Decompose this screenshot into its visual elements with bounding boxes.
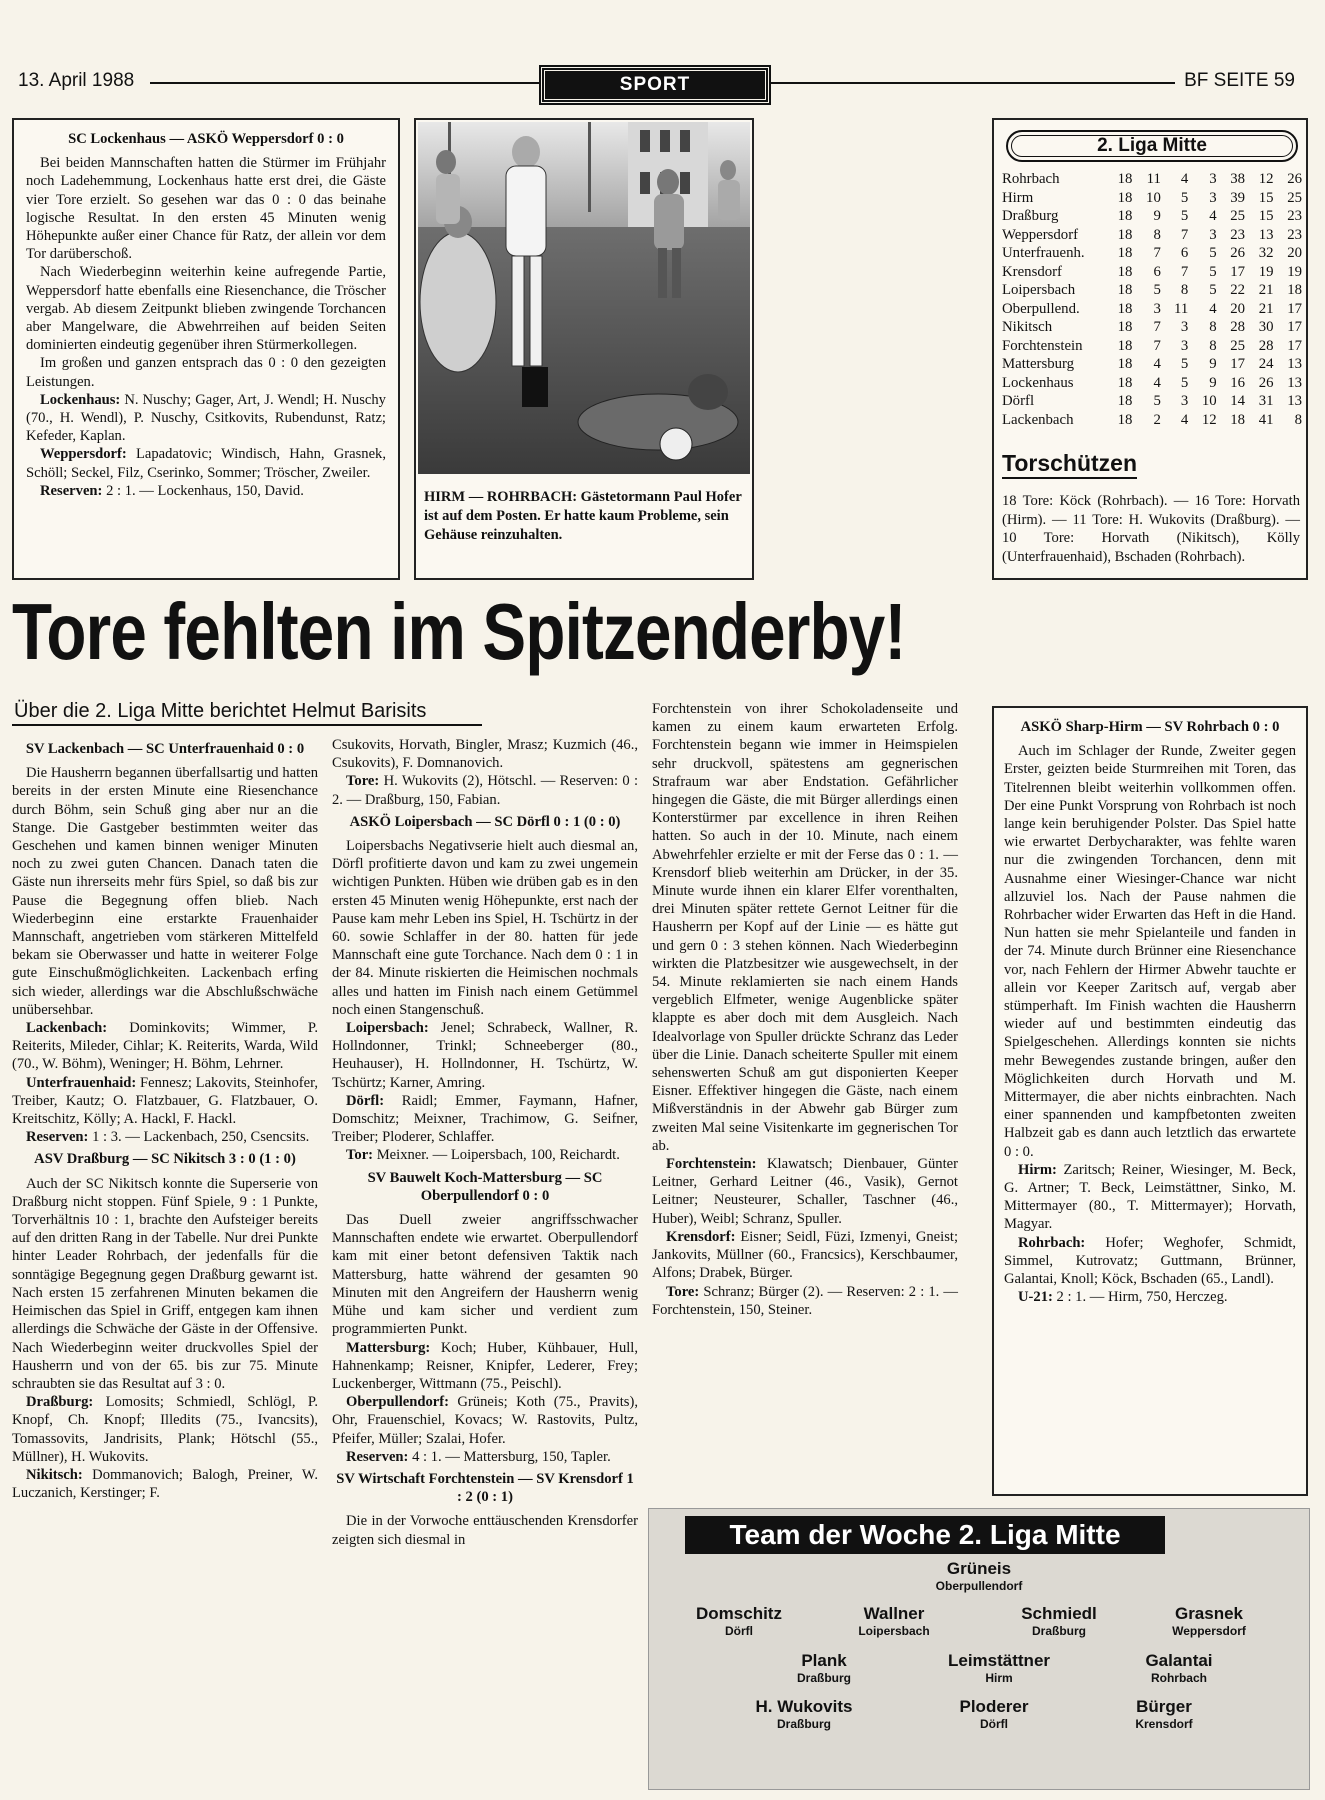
standings-cell: 25 [1230, 208, 1246, 224]
page-number: BF SEITE 59 [1184, 70, 1295, 91]
player-name: Galantai [1145, 1651, 1213, 1670]
standings-cell: 7 [1153, 337, 1161, 354]
lineup: Forchtenstein: Klawatsch; Dienbauer, Günter Leitner, Gerhard Leitner (46., Vasik), Gernot Leitner; Neusteurer, Schaller, Taschner (46., Huber), Weibl; Schranz, Spuller. [652, 1156, 958, 1227]
player-club: Hirm [985, 1671, 1013, 1685]
goals: Tore: Schranz; Bürger (2). — Reserven: 2 : 1. — Forchtenstein, 150, Steiner. [652, 1283, 958, 1318]
standings-cell: 7 [1153, 245, 1161, 261]
photo-box [414, 118, 754, 580]
standings-cell: 19 [1287, 263, 1302, 280]
team-name: Forchtenstein [1002, 337, 1083, 354]
match-title: SC Lockenhaus — ASKÖ Weppersdorf 0 : 0 [68, 131, 344, 147]
standings-cell: 20 [1287, 245, 1302, 261]
standings-cell: 9 [1153, 208, 1161, 224]
standings-cell: 22 [1230, 282, 1246, 298]
standings-cell: 18 [1117, 374, 1133, 391]
goals: Tore: H. Wukovits (2), Hötschl. — Reserven: 0 : 2. — Draßburg, 150, Fabian. [332, 773, 639, 808]
player-name: Plank [801, 1651, 847, 1670]
team-name: Weppersdorf [1002, 226, 1079, 243]
standings-cell: 9 [1209, 356, 1217, 372]
team-name: Draßburg [1002, 208, 1059, 224]
article-column-3 [652, 700, 958, 1319]
standings-cell: 18 [1117, 208, 1133, 224]
team-name: Dörfl [1002, 393, 1035, 409]
standings-cell: 18 [1117, 263, 1133, 280]
standings-cell: 15 [1258, 189, 1274, 206]
player-name: Ploderer [959, 1697, 1029, 1716]
standings-cell: 17 [1230, 263, 1246, 280]
standings-cell: 4 [1180, 411, 1189, 428]
standings-cell: 12 [1201, 411, 1217, 428]
reserves: Reserven: 2 : 1. — Lockenhaus, 150, David. [40, 482, 304, 499]
paragraph: Auch im Schlager der Runde, Zweiter gegen Erster, geizten beide Sturmreihen mit Toren, das Titelrennen bleibt weiterhin vollkommen offen. Der eine Punkt Vorsprung von Rohrbach ist noch lange kein beruhigender Polster. Das Spiel hatte wie erwartet Derbycharakter, was fehlte waren nur die zwingenden Torchancen, denn mit Ausnahme einer Wiesinger-Chance war nicht allzuviel los. Nach der Pause nahmen die Rohrbacher wider Erwarten das Heft in die Hand. Nun hatten sie mehr Spielanteile und fanden in der 74. Minute durch Brünner eine Riesenchance vor, nach Fehlern der Hirmer Abwehr tauchte er allein vor Keeper Zaritsch auf, vergab aber stümperhaft. Im Finish wachten die Hausherrn wieder auf und bestimmten eindeutig das Spielgeschehen. Allerdings konnten sie nichts mehr Bewegendes zustande bringen, außer den Möglichkeiten durch Horvath und M. Mittermayer, die aber nichts einbrachten. Nach einer spannenden und kampfbetonten zweiten Halbzeit gab es dann auch letztlich das erwartete 0 : 0. [1004, 743, 1296, 1160]
standings-cell: 18 [1117, 337, 1133, 354]
standings-cell: 28 [1258, 337, 1274, 354]
standings-row [1002, 411, 1302, 430]
lineup: Weppersdorf: Lapadatovic; Windisch, Hahn, Grasnek, Schöll; Seckel, Filz, Cserinko, Sommer; Tröscher, Zweiler. [26, 446, 386, 481]
standings-cell: 18 [1117, 300, 1133, 317]
player-name: Bürger [1136, 1697, 1192, 1716]
byline-rule [12, 724, 482, 726]
standings-cell: 20 [1230, 300, 1246, 317]
team-name: Krensdorf [1002, 263, 1062, 280]
standings-cell: 8 [1153, 226, 1161, 243]
standings-cell: 5 [1153, 393, 1161, 409]
player-club: Draßburg [1032, 1624, 1086, 1638]
team-title: Team der Woche 2. Liga Mitte [685, 1516, 1165, 1554]
standings-cell: 3 [1209, 226, 1217, 243]
paragraph: Forchtenstein von ihrer Schokoladenseite und kamen zu einem kaum erwarteten Erfolg. Forchtenstein begann wie immer in Heimspielen sehr druckvoll, spätestens am gegnerischen Strafraum war aber Endstation. Gefährlicher hingegen die Gäste, die mit Bürger allerdings einen Konterstürmer par excellence in ihren Reihen hatten. So auch in der 10. Minute, nach einem Abwehrfehler erzielte er mit der Ferse das 0 : 1. — Krensdorf blieb weiterhin am Drücker, in der 35. Minute wurde ihnen ein klarer Elfer vorenthalten, drei Minuten später rettete Gernot Leitner für die Hausherrn per Kopf auf der Linie — es hätte gut und gern 0 : 3 stehen können. Nach Wiederbeginn wirkten die Platzbesitzer wie ausgewechselt, in der 54. Minute reklamierten sie nach einem Hands vergeblich Elfmeter, wenige Augenblicke später klappte es aber doch mit dem Ausgleich. Nach Idealvorlage von Spuller drückte Schranz das Leder über die Linie. Danach scheiterte Spuller mit einem sehenswerten Schuß am gut disponierten Keeper Eisner. Effektiver hingegen die Gäste, nach einem Mißverständnis in der Abwehr gab Bürger zum zweiten Mal seine Visitenkarte im gegnerischen Tor ab. [652, 701, 958, 1154]
standings-cell: 7 [1180, 226, 1189, 243]
standings-cell: 6 [1153, 263, 1161, 280]
player-name: Schmiedl [1021, 1604, 1097, 1623]
paragraph: Bei beiden Mannschaften hatten die Stürmer im Frühjahr noch Ladehemmung, Lockenhaus hatte erst drei, die Gäste vier Tore erzielt. So gesehen war das 0 : 0 das beinahe logische Resultat. In den ersten 45 Minuten wenig Höhepunkte außer einer Chance für Ratz, der allein vor dem Tor darüberschoß. [26, 155, 386, 263]
lineup: Nikitsch: Dommanovich; Balogh, Preiner, W. Luczanich, Kerstinger; F. [12, 1466, 318, 1502]
team-name: Rohrbach [1002, 171, 1060, 187]
team-player [1074, 1697, 1254, 1731]
standings-cell: 23 [1230, 226, 1246, 243]
standings-cell: 3 [1180, 337, 1189, 354]
match-title: ASKÖ Sharp-Hirm — SV Rohrbach 0 : 0 [1020, 719, 1280, 735]
team-name: Hirm [1002, 189, 1034, 206]
standings-cell: 18 [1230, 411, 1246, 428]
team-name: Mattersburg [1002, 356, 1075, 372]
article-column-2 [332, 736, 638, 1549]
section-label: SPORT [541, 67, 769, 103]
match-report-hirm [992, 706, 1308, 1496]
standings-cell: 3 [1209, 171, 1217, 187]
player-name: Grasnek [1174, 1604, 1244, 1623]
match-title: ASV Draßburg — SC Nikitsch 3 : 0 (1 : 0) [34, 1151, 296, 1168]
byline: Über die 2. Liga Mitte berichtet Helmut Barisits [14, 700, 427, 722]
player-name: H. Wukovits [755, 1697, 853, 1716]
lineup: Lockenhaus: N. Nuschy; Gager, Art, J. Wendl; H. Nuschy (70., H. Wendl), P. Nuschy, Csitkovits, Rubendunst, Ratz; Kefeder, Kaplan. [26, 391, 386, 445]
standings-cell: 28 [1230, 319, 1246, 335]
match-title: SV Lackenbach — SC Unterfrauenhaid 0 : 0 [25, 741, 305, 757]
reserves: U-21: 2 : 1. — Hirm, 750, Herczeg. [1018, 1289, 1228, 1306]
scorers-title: Torschützen [1002, 450, 1137, 479]
paragraph: Das Duell zweier angriffsschwacher Mannschaften endete wie erwartet. Oberpullendorf kam mit einer betont defensiven Taktik nach Mattersburg, hatte während der gesamten 90 Minuten mit den Angreifern der Hausherrn wenig Mühe und kam sicher und verdient zum programmierten Punkt. [332, 1212, 638, 1338]
standings-row [1002, 281, 1302, 300]
standings-cell: 38 [1230, 171, 1246, 187]
standings-cell: 3 [1180, 319, 1189, 335]
player-club: Loipersbach [858, 1624, 930, 1638]
player-club: Rohrbach [1150, 1671, 1207, 1685]
lineup: Rohrbach: Hofer; Weghofer, Schmidt, Simmel, Kutrovatz; Guttmann, Brünner, Galantai, Knoll; Köck, Bschaden (65., Landl). [1004, 1234, 1297, 1288]
standings-cell: 2 [1153, 411, 1161, 428]
goals: Tor: Meixner. — Loipersbach, 100, Reichardt. [346, 1147, 620, 1164]
standings-cell: 17 [1287, 319, 1302, 335]
headline: Tore fehlten im Spitzenderby! [12, 587, 906, 676]
photo-caption: HIRM — ROHRBACH: Gästetormann Paul Hofer ist auf dem Posten. Er hatte kaum Probleme, sein Gehäuse reinzuhalten. [424, 489, 742, 543]
paragraph: Loipersbachs Negativserie hielt auch diesmal an, Dörfl profitierte davon und kam zu zwei ungemein wichtigen Punkten. Hüben wie drüben gab es in den ersten 45 Minuten wenig Höhepunkte, erst nach der Pause kam mehr Leben ins Spiel, H. Tschürtz in der 60. sowie Schlaffer in der 80. hatten für jede Mannschaft eine gute Torchance. Nach dem 0 : 1 in der 84. Minute riskierten die Heimischen nochmals alles und hatten im Finish nach einem Getümmel noch einen Stangenschuß. [332, 838, 638, 1018]
player-name: Leimstättner [947, 1651, 1051, 1670]
standings-cell: 14 [1230, 393, 1246, 409]
standings-cell: 30 [1258, 319, 1274, 335]
player-name: Domschitz [696, 1604, 782, 1623]
standings-cell: 5 [1209, 245, 1217, 261]
paragraph: Die Hausherrn begannen überfallsartig und hatten bereits in der ersten Minute eine Riesenchance durch Böhm, sein Schuß ging aber nur an die Stange. Die Gastgeber bestimmten weiter das Geschehen und kamen binnen weniger Minuten noch zu zwei guten Chancen. Danach taten die Gäste nun ihrerseits mehr fürs Spiel, so daß bis zur Pause die Begegnung offen blieb. Nach Wiederbeginn eine erstarkte Frauenhaider Mannschaft, angetrieben vom stärkeren Mittelfeld bekam sie Oberwasser und hatte in weiterer Folge gute Einschußmöglichkeiten. Lackenbach erfing sich wieder, allerdings war die Abschlußschwäche unübersehbar. [12, 765, 318, 1018]
paragraph: Im großen und ganzen entsprach das 0 : 0 den gezeigten Leistungen. [26, 355, 386, 390]
team-name: Nikitsch [1002, 319, 1053, 335]
standings-cell: 6 [1180, 245, 1189, 261]
standings-cell: 5 [1180, 374, 1189, 391]
team-player [649, 1604, 829, 1638]
standings-cell: 23 [1287, 208, 1302, 224]
standings-cell: 25 [1287, 189, 1302, 206]
match-photo [418, 122, 750, 474]
standings-cell: 21 [1258, 300, 1274, 317]
issue-date: 13. April 1988 [18, 70, 135, 91]
player-club: Draßburg [797, 1671, 851, 1685]
standings-cell: 13 [1287, 356, 1302, 372]
standings-row [1002, 300, 1302, 319]
standings-cell: 41 [1258, 411, 1274, 428]
standings-cell: 8 [1209, 337, 1217, 354]
team-player [909, 1651, 1089, 1685]
team-name: Unterfrauenh. [1002, 245, 1085, 261]
paragraph: Nach Wiederbeginn weiterhin keine aufregende Partie, Weppersdorf hatte ebenfalls eine Riesenchance, die Tröscher vergab. Ab diesem Zeitpunkt blieben zwingende Torchancen aber Mangelware, die Abwehrreihen auf beiden Seiten dominierten eindeutig gegenüber ihren Stürmerkollegen. [26, 264, 386, 354]
team-name: Lockenhaus [1002, 374, 1074, 391]
team-player [1119, 1604, 1299, 1638]
lineup: Oberpullendorf: Grüneis; Koth (75., Pravits), Ohr, Frauenschiel, Kovacs; W. Rastovits, Pultz, Pfeifer, Müller; Szalai, Hofer. [332, 1394, 638, 1447]
match-title: ASKÖ Loipersbach — SC Dörfl 0 : 1 (0 : 0) [349, 813, 621, 830]
standings-cell: 17 [1287, 300, 1302, 317]
standings-cell: 13 [1287, 393, 1302, 409]
standings-cell: 5 [1209, 282, 1217, 298]
standings-table [1002, 170, 1302, 429]
standings-cell: 31 [1258, 393, 1274, 409]
player-club: Krensdorf [1135, 1717, 1193, 1731]
standings-cell: 8 [1294, 411, 1302, 428]
team-of-the-week [648, 1508, 1310, 1790]
standings-cell: 12 [1258, 171, 1274, 187]
team-player [734, 1651, 914, 1685]
match-report-lockenhaus [12, 118, 400, 580]
standings-cell: 39 [1230, 189, 1246, 206]
standings-cell: 18 [1117, 282, 1133, 298]
standings-row [1002, 318, 1302, 337]
paragraph: Csukovits, Horvath, Bingler, Mrasz; Kuzmich (46., Csukovits), F. Domnanovich. [332, 737, 638, 772]
lineup: Loipersbach: Jenel; Schrabeck, Wallner, R. Hollndonner, Trinkl; Schneeberger (80., Heuhauser), H. Hollndonner, H. Tschürtz, W. Tschürtz; Karner, Amring. [332, 1020, 638, 1091]
standings-row [1002, 392, 1302, 411]
standings-row [1002, 189, 1302, 208]
standings-cell: 32 [1258, 245, 1274, 261]
standings-cell: 8 [1209, 319, 1217, 335]
standings-cell: 5 [1180, 208, 1189, 224]
standings-cell: 17 [1287, 337, 1302, 354]
standings-row [1002, 170, 1302, 189]
standings-cell: 18 [1117, 411, 1133, 428]
standings-cell: 4 [1153, 356, 1161, 372]
standings-cell: 19 [1258, 263, 1274, 280]
player-club: Weppersdorf [1172, 1624, 1246, 1638]
standings-cell: 4 [1153, 374, 1161, 391]
standings-box [992, 118, 1308, 580]
standings-cell: 5 [1209, 263, 1217, 280]
team-player [804, 1604, 984, 1638]
standings-cell: 24 [1258, 356, 1274, 372]
article-column-1 [12, 736, 318, 1502]
lineup: Draßburg: Lomosits; Schmiedl, Schlögl, P. Knopf, Ch. Knopf; Illedits (75., Ivancsits), Tomassovits, Jandrisits, Plank; Hötschl (55., Müllner), H. Wukovits. [12, 1394, 318, 1465]
standings-cell: 13 [1287, 374, 1302, 391]
standings-cell: 5 [1153, 282, 1161, 298]
player-club: Dörfl [980, 1717, 1008, 1731]
paragraph: Auch der SC Nikitsch konnte die Superserie von Draßburg nicht stoppen. Fünf Spiele, 9 : 1 Punkte, Torverhältnis 10 : 1, brachte den Aufsteiger bereits auf den dritten Rang in der Tabelle. Nur drei Punkte hinter Leader Rohrbach, der jedenfalls für die sonntägige Begegnung gegen Draßburg gewarnt ist. Nach ersten 15 zerfahrenen Minuten bekamen die Heimischen das Spiel in Griff, entgegen kam ihnen allerdings die Schwäche der Gäste in der Offensive. Nach Wiederbeginn weiter druckvolles Spiel der Hausherrn und von der 65. bis zur 75. Minute schraubten sie das Resultat auf 3 : 0. [12, 1175, 318, 1392]
standings-cell: 13 [1258, 226, 1274, 243]
standings-cell: 4 [1209, 208, 1217, 224]
league-title: 2. Liga Mitte [1006, 130, 1298, 162]
reserves: Reserven: 4 : 1. — Mattersburg, 150, Tapler. [346, 1448, 611, 1465]
lineup: Krensdorf: Eisner; Seidl, Füzi, Izmenyi, Gneist; Jankovits, Müllner (60., Francsics), Kerschbaumer, Alfons; Drabek, Bürger. [652, 1228, 958, 1282]
standings-cell: 18 [1117, 319, 1133, 335]
standings-row [1002, 337, 1302, 356]
lineup: Dörfl: Raidl; Emmer, Faymann, Hafner, Domschitz; Meixner, Trachimow, G. Seifner, Treiber; Ploderer, Schlaffer. [332, 1092, 638, 1146]
player-club: Dörfl [725, 1624, 753, 1638]
standings-cell: 15 [1258, 208, 1274, 224]
standings-cell: 7 [1180, 263, 1189, 280]
player-name: Wallner [863, 1604, 925, 1623]
standings-cell: 3 [1153, 300, 1161, 317]
standings-cell: 4 [1180, 171, 1189, 187]
team-player [714, 1697, 894, 1731]
team-name: Lackenbach [1002, 411, 1074, 428]
standings-cell: 11 [1173, 300, 1189, 317]
standings-cell: 25 [1230, 337, 1246, 354]
lineup: Hirm: Zaritsch; Reiner, Wiesinger, M. Beck, G. Artner; T. Beck, Leimstättner, Sinko, M. Mittermayer (80., T. Mittermayer); Horvath, Magyar. [1004, 1161, 1296, 1233]
standings-cell: 18 [1117, 356, 1133, 372]
standings-cell: 26 [1287, 171, 1302, 187]
standings-cell: 16 [1230, 374, 1246, 391]
player-name: Grüneis [946, 1559, 1012, 1578]
lineup: Mattersburg: Koch; Huber, Kühbauer, Hull, Hahnenkamp; Reisner, Knipfer, Lederer, Frey; Luckenberger, Wittmann (75., Peischl). [332, 1339, 638, 1392]
standings-cell: 21 [1258, 282, 1274, 298]
standings-row [1002, 207, 1302, 226]
paragraph: Die in der Vorwoche enttäuschenden Krensdorfer zeigten sich diesmal in [332, 1513, 638, 1548]
standings-cell: 26 [1258, 374, 1274, 391]
lineup: Lackenbach: Dominkovits; Wimmer, P. Reiterits, Mileder, Cihlar; K. Reiterits, Warda, Wild (70., W. Böhm), Weninger; H. Böhm, Lehrner. [12, 1020, 318, 1073]
standings-cell: 18 [1117, 171, 1133, 187]
standings-cell: 11 [1146, 171, 1161, 187]
standings-row [1002, 263, 1302, 282]
player-club: Oberpullendorf [935, 1579, 1023, 1593]
player-club: Draßburg [777, 1717, 831, 1731]
match-title: SV Wirtschaft Forchtenstein — SV Krensdorf 1 : 2 (0 : 1) [336, 1470, 634, 1506]
team-player [889, 1559, 1069, 1593]
standings-cell: 23 [1287, 226, 1302, 243]
team-name: Oberpullend. [1002, 300, 1080, 317]
standings-cell: 9 [1209, 374, 1217, 391]
standings-cell: 18 [1287, 282, 1302, 298]
standings-cell: 18 [1117, 393, 1133, 409]
standings-row [1002, 226, 1302, 245]
standings-row [1002, 244, 1302, 263]
match-title: SV Bauwelt Koch-Mattersburg — SC Oberpullendorf 0 : 0 [367, 1169, 603, 1204]
lineup: Unterfrauenhaid: Fennesz; Lakovits, Steinhofer, Treiber, Kautz; O. Flatzbauer, G. Flatzbauer, O. Kreitschitz, Kölly; A. Hackl, F. Hackl. [12, 1074, 318, 1128]
standings-cell: 7 [1153, 319, 1161, 335]
standings-cell: 26 [1230, 245, 1246, 261]
scorers-list: 18 Tore: Köck (Rohrbach). — 16 Tore: Horvath (Hirm). — 11 Tore: H. Wukovits (Draßburg). — 10 Tore: Horvath (Nikitsch), Kölly (Unterfrauenhaid), Bschaden (Rohrbach). [1002, 493, 1300, 565]
standings-cell: 3 [1209, 189, 1217, 206]
team-name: Loipersbach [1002, 282, 1076, 298]
standings-cell: 5 [1180, 189, 1189, 206]
standings-cell: 10 [1146, 189, 1161, 206]
team-player [1089, 1651, 1269, 1685]
standings-cell: 4 [1209, 300, 1217, 317]
standings-cell: 3 [1180, 393, 1189, 409]
standings-cell: 17 [1230, 356, 1246, 372]
standings-row [1002, 355, 1302, 374]
standings-cell: 18 [1117, 226, 1133, 243]
standings-cell: 18 [1117, 189, 1133, 206]
standings-cell: 10 [1201, 393, 1217, 409]
reserves: Reserven: 1 : 3. — Lackenbach, 250, Csencsits. [26, 1129, 310, 1146]
team-player [904, 1697, 1084, 1731]
standings-cell: 5 [1180, 356, 1189, 372]
standings-cell: 8 [1180, 282, 1189, 298]
standings-cell: 18 [1117, 245, 1133, 261]
standings-row [1002, 374, 1302, 393]
